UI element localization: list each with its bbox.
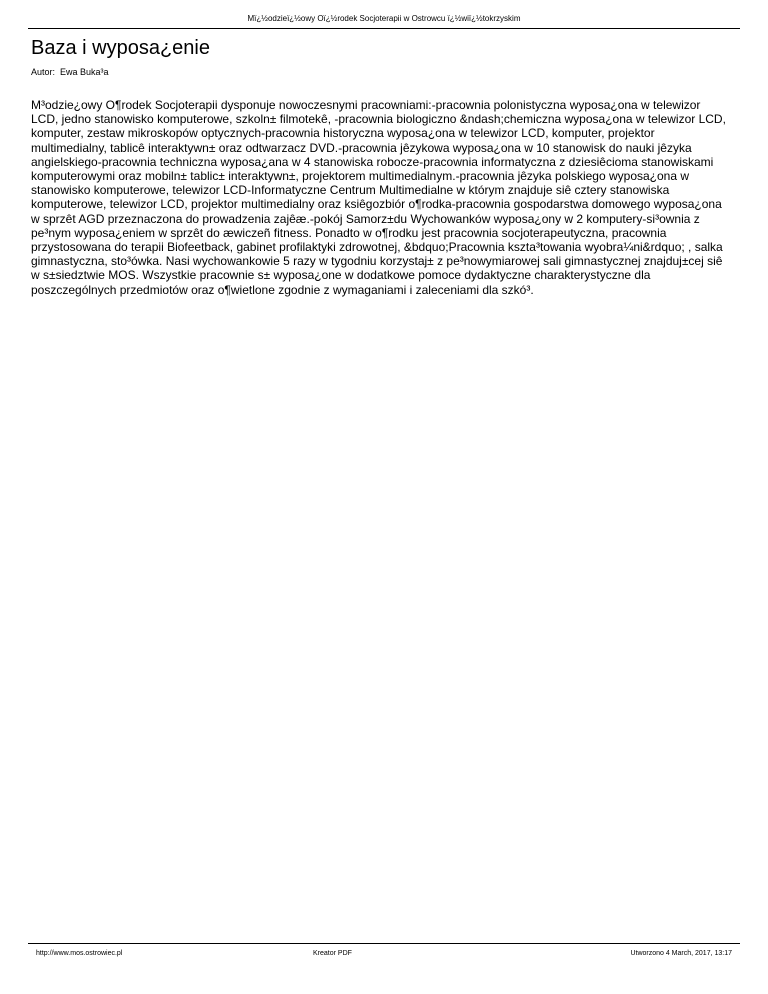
footer-divider bbox=[28, 943, 740, 944]
header-divider bbox=[28, 28, 740, 29]
author-label: Autor: bbox=[31, 67, 56, 77]
footer-url: http://www.mos.ostrowiec.pl bbox=[36, 950, 123, 957]
footer-generator: Kreator PDF bbox=[313, 950, 352, 957]
author-line bbox=[31, 66, 109, 78]
page-header-title: Mï¿½odzieï¿½owy Oï¿½rodek Socjoterapii w Ostrowcu ï¿½wiï¿½tokrzyskim bbox=[247, 14, 521, 23]
article-body: M³odzie¿owy O¶rodek Socjoterapii dysponuje nowoczesnymi pracowniami:-pracownia polonistyczna wyposa¿ona w telewizor LCD, jedno stanowisko komputerowe, szkoln± filmotekê, -pracownia biologiczno &ndash;chemiczna wyposa¿ona w telewizor LCD, komputer, zestaw mikroskopów optycznych-pracownia historyczna wyposa¿ona w telewizor LCD, komputer, projektor multimedialny, tablicê interaktywn± oraz odtwarzacz DVD.-pracownia jêzykowa wyposa¿ona w 10 stanowisk do nauki jêzyka angielskiego-pracownia techniczna wyposa¿ana w 4 stanowiska robocze-pracownia informatyczna z dziesiêcioma stanowiskami komputerowymi oraz mobiln± tablic± interaktywn±, projektorem multimedialnym.-pracownia jêzyka polskiego wyposa¿ona w stanowisko komputerowe, telewizor LCD-Informatyczne Centrum Multimedialne w którym znajduje siê cztery stanowiska komputerowe, telewizor LCD, projektor multimedialny oraz ksiêgozbiór o¶rodka-pracownia gospodarstwa domowego wyposa¿ona w sprzêt AGD przeznaczona do prowadzenia zajêæ.-pokój Samorz±du Wychowanków wyposa¿ony w 2 komputery-si³ownia z pe³nym wyposa¿eniem w sprzêt do æwiczeñ fitness. Ponadto w o¶rodku jest pracownia socjoterapeutyczna, pracownia przystosowana do terapii Biofeetback, gabinet profilaktyki zdrowotnej, &bdquo;Pracownia kszta³towania wyobra¼ni&rdquo; , salka gimnastyczna, sto³ówka. Nasi wychowankowie 5 razy w tygodniu korzystaj± z pe³nowymiarowej sali gimnastycznej znajduj±cej siê w s±siedztwie MOS. Wszystkie pracownie s± wyposa¿one w dodatkowe pomoce dydaktyczne charakterystyczne dla poszczególnych przedmiotów oraz o¶wietlone zgodnie z wymaganiami i zaleceniami dla szkó³. bbox=[31, 98, 726, 297]
article-title: Baza i wyposa¿enie bbox=[31, 37, 210, 59]
footer-created-date: Utworzono 4 March, 2017, 13:17 bbox=[630, 950, 732, 957]
author-name: Ewa Buka³a bbox=[60, 67, 109, 77]
